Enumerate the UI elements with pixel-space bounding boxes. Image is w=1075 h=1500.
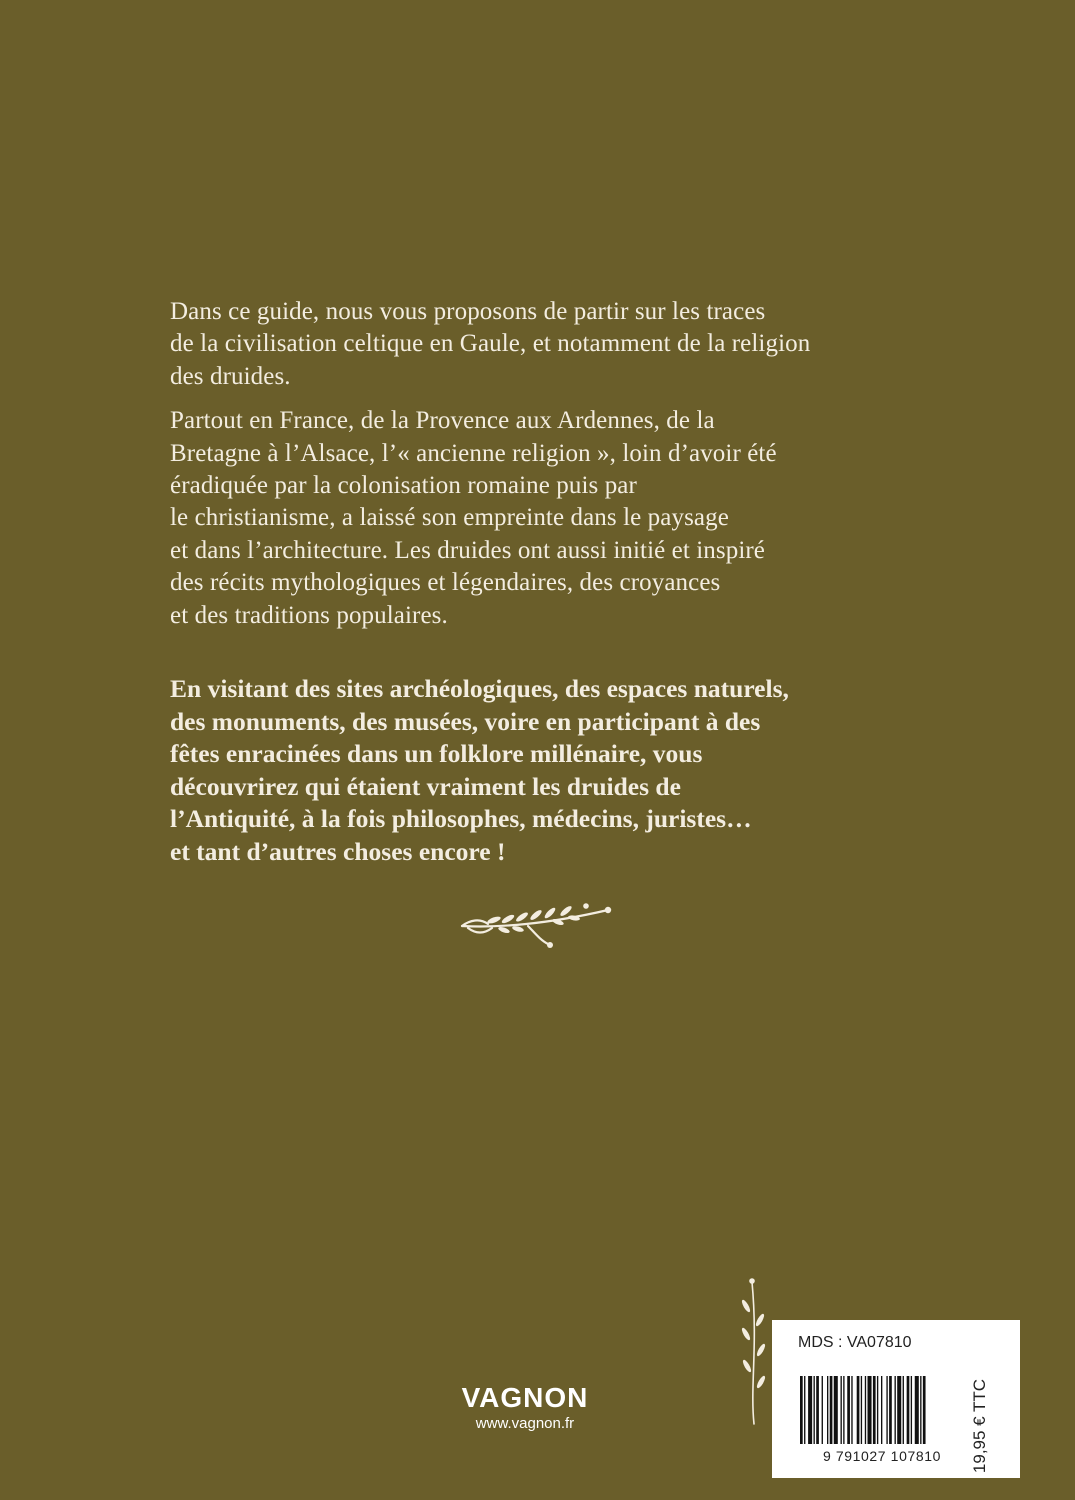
intro-paragraph-2 — [170, 405, 950, 632]
barcode-bar — [804, 1376, 805, 1444]
text-line: éradiquée par la colonisation romaine puis par — [170, 472, 637, 500]
barcode-bar — [923, 1376, 926, 1444]
intro-paragraph-1 — [170, 296, 950, 393]
highlight-paragraph — [170, 673, 950, 869]
barcode-bar — [911, 1376, 912, 1444]
barcode-bar — [907, 1376, 910, 1444]
barcode-bar — [808, 1376, 812, 1444]
text-line: découvrirez qui étaient vraiment les druides de — [170, 771, 681, 801]
text-line: fêtes enracinées dans un folklore millénaire, vous — [170, 739, 703, 769]
isbn-digits: 9 791027 107810 — [823, 1448, 941, 1464]
barcode-bar — [886, 1376, 887, 1444]
barcode-bar — [822, 1376, 823, 1444]
price-label: 19,95 € TTC — [970, 1378, 989, 1474]
barcode-bar — [881, 1376, 882, 1444]
text-line: Bretagne à l’Alsace, l’« ancienne religion », loin d’avoir été — [170, 439, 777, 467]
barcode-bar — [834, 1376, 838, 1444]
barcode-bar — [857, 1376, 860, 1444]
barcode-bar — [847, 1376, 850, 1444]
text-line: des monuments, des musées, voire en participant à des — [170, 706, 761, 736]
barcode-bar — [814, 1376, 815, 1444]
barcode-bar — [897, 1376, 901, 1444]
barcode-bar — [861, 1376, 862, 1444]
text-line: le christianisme, a laissé son empreinte dans le paysage — [170, 504, 729, 532]
text-line: En visitant des sites archéologiques, des espaces naturels, — [170, 674, 789, 703]
barcode-bar — [877, 1376, 878, 1444]
text-line: des druides. — [170, 362, 291, 390]
text-line: Partout en France, de la Provence aux Ardennes, de la — [170, 407, 715, 435]
barcode-bar — [841, 1376, 842, 1444]
text-line: de la civilisation celtique en Gaule, et notamment de la religion — [170, 330, 811, 358]
vertical-sprig-icon — [736, 1276, 772, 1426]
text-line: des récits mythologiques et légendaires, des croyances — [170, 569, 721, 597]
text-line: l’Antiquité, à la fois philosophes, médecins, juristes… — [170, 804, 752, 834]
text-line: et dans l’architecture. Les druides ont aussi initié et inspiré — [170, 536, 766, 564]
barcode-bar — [920, 1376, 921, 1444]
barcode-bar — [800, 1376, 803, 1444]
mds-code: MDS : VA07810 — [798, 1334, 912, 1351]
barcode-bars — [800, 1376, 964, 1448]
text-line: et des traditions populaires. — [170, 601, 448, 629]
text-line: Dans ce guide, nous vous proposons de partir sur les traces — [170, 298, 766, 325]
publisher-block — [440, 1382, 610, 1432]
barcode-bar — [827, 1376, 828, 1444]
text-line: et tant d’autres choses encore ! — [170, 836, 506, 866]
barcode-panel — [772, 1320, 1020, 1478]
barcode-bar — [830, 1376, 833, 1444]
barcode-bar — [915, 1376, 919, 1444]
barcode-bar — [816, 1376, 819, 1444]
barcode-bar — [873, 1376, 876, 1444]
publisher-url: www.vagnon.fr — [475, 1415, 575, 1432]
barcode-bar — [865, 1376, 866, 1444]
publisher-logo: VAGNON — [461, 1382, 589, 1413]
intro-text — [170, 296, 950, 644]
barcode-bar — [843, 1376, 844, 1444]
laurel-branch-icon — [458, 902, 618, 948]
barcode-bar — [889, 1376, 892, 1444]
barcode-bar — [851, 1376, 852, 1444]
barcode-bar — [868, 1376, 872, 1444]
barcode-bar — [895, 1376, 896, 1444]
barcode-bar — [903, 1376, 904, 1444]
